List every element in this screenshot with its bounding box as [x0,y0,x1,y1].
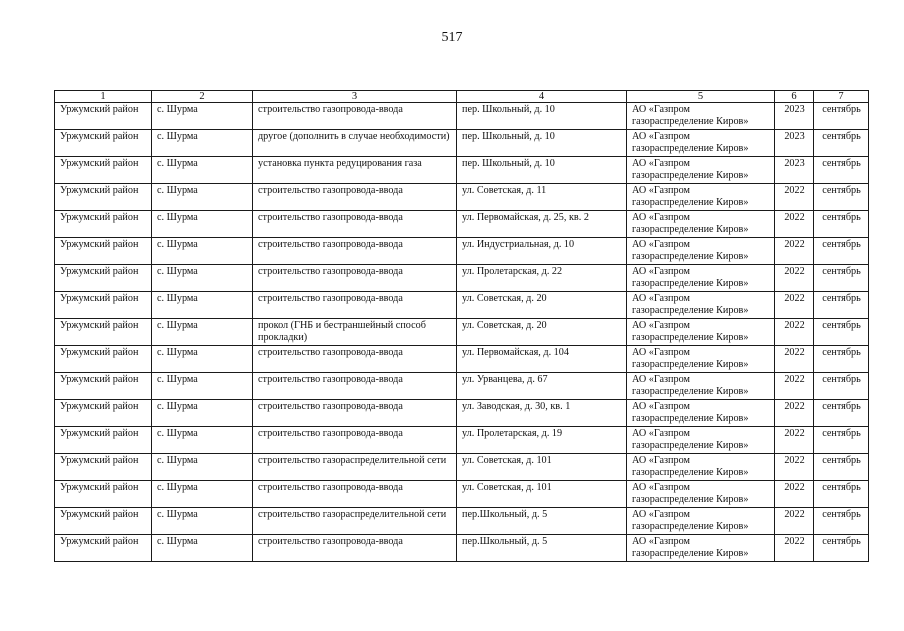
table-row [55,319,869,346]
table-row [55,103,869,130]
work-type-cell: строительство газопровода-ввода [253,184,457,211]
district-cell: Уржумский район [55,319,152,346]
organization-cell: АО «Газпром газораспределение Киров» [627,454,775,481]
year-cell: 2022 [775,427,814,454]
table-row [55,481,869,508]
work-type-cell: установка пункта редуцирования газа [253,157,457,184]
settlement-cell: с. Шурма [152,265,253,292]
address-cell: ул. Советская, д. 101 [457,454,627,481]
month-cell: сентябрь [814,292,869,319]
settlement-cell: с. Шурма [152,103,253,130]
work-type-cell: строительство газораспределительной сети [253,508,457,535]
work-type-cell: строительство газопровода-ввода [253,211,457,238]
year-cell: 2022 [775,481,814,508]
table-row [55,508,869,535]
settlement-cell: с. Шурма [152,211,253,238]
month-cell: сентябрь [814,238,869,265]
table-row [55,184,869,211]
year-cell: 2023 [775,103,814,130]
address-cell: ул. Советская, д. 20 [457,319,627,346]
address-cell: ул. Первомайская, д. 104 [457,346,627,373]
month-cell: сентябрь [814,157,869,184]
table-row [55,427,869,454]
year-cell: 2022 [775,292,814,319]
district-cell: Уржумский район [55,211,152,238]
month-cell: сентябрь [814,373,869,400]
district-cell: Уржумский район [55,454,152,481]
organization-cell: АО «Газпром газораспределение Киров» [627,508,775,535]
table-row [55,346,869,373]
column-header: 5 [627,91,775,103]
settlement-cell: с. Шурма [152,184,253,211]
address-cell: ул. Первомайская, д. 25, кв. 2 [457,211,627,238]
work-type-cell: строительство газопровода-ввода [253,346,457,373]
work-type-cell: другое (дополнить в случае необходимости) [253,130,457,157]
table-row [55,292,869,319]
column-header: 7 [814,91,869,103]
address-cell: ул. Пролетарская, д. 22 [457,265,627,292]
address-cell: ул. Советская, д. 101 [457,481,627,508]
district-cell: Уржумский район [55,427,152,454]
work-type-cell: строительство газопровода-ввода [253,427,457,454]
district-cell: Уржумский район [55,265,152,292]
organization-cell: АО «Газпром газораспределение Киров» [627,481,775,508]
address-cell: пер. Школьный, д. 10 [457,103,627,130]
month-cell: сентябрь [814,130,869,157]
settlement-cell: с. Шурма [152,400,253,427]
work-type-cell: строительство газораспределительной сети [253,454,457,481]
month-cell: сентябрь [814,508,869,535]
address-cell: пер.Школьный, д. 5 [457,508,627,535]
district-cell: Уржумский район [55,130,152,157]
year-cell: 2022 [775,535,814,562]
table-row [55,535,869,562]
address-cell: ул. Советская, д. 11 [457,184,627,211]
settlement-cell: с. Шурма [152,535,253,562]
year-cell: 2022 [775,211,814,238]
district-cell: Уржумский район [55,184,152,211]
settlement-cell: с. Шурма [152,346,253,373]
district-cell: Уржумский район [55,157,152,184]
address-cell: пер.Школьный, д. 5 [457,535,627,562]
organization-cell: АО «Газпром газораспределение Киров» [627,130,775,157]
address-cell: ул. Советская, д. 20 [457,292,627,319]
year-cell: 2022 [775,400,814,427]
table-row [55,265,869,292]
table-row [55,211,869,238]
work-type-cell: прокол (ГНБ и бестраншейный способ прокладки) [253,319,457,346]
month-cell: сентябрь [814,211,869,238]
data-table [54,90,869,562]
settlement-cell: с. Шурма [152,319,253,346]
settlement-cell: с. Шурма [152,238,253,265]
page-number: 517 [441,30,463,45]
work-type-cell: строительство газопровода-ввода [253,238,457,265]
settlement-cell: с. Шурма [152,130,253,157]
work-type-cell: строительство газопровода-ввода [253,292,457,319]
organization-cell: АО «Газпром газораспределение Киров» [627,103,775,130]
district-cell: Уржумский район [55,103,152,130]
address-cell: ул. Пролетарская, д. 19 [457,427,627,454]
settlement-cell: с. Шурма [152,157,253,184]
address-cell: пер. Школьный, д. 10 [457,157,627,184]
organization-cell: АО «Газпром газораспределение Киров» [627,400,775,427]
table-body [55,91,869,562]
district-cell: Уржумский район [55,400,152,427]
address-cell: ул. Урванцева, д. 67 [457,373,627,400]
organization-cell: АО «Газпром газораспределение Киров» [627,535,775,562]
organization-cell: АО «Газпром газораспределение Киров» [627,427,775,454]
year-cell: 2022 [775,238,814,265]
work-type-cell: строительство газопровода-ввода [253,481,457,508]
district-cell: Уржумский район [55,508,152,535]
work-type-cell: строительство газопровода-ввода [253,103,457,130]
table-header-row [55,91,869,103]
organization-cell: АО «Газпром газораспределение Киров» [627,211,775,238]
table-row [55,373,869,400]
district-cell: Уржумский район [55,292,152,319]
organization-cell: АО «Газпром газораспределение Киров» [627,184,775,211]
year-cell: 2022 [775,184,814,211]
organization-cell: АО «Газпром газораспределение Киров» [627,346,775,373]
organization-cell: АО «Газпром газораспределение Киров» [627,373,775,400]
organization-cell: АО «Газпром газораспределение Киров» [627,157,775,184]
year-cell: 2022 [775,454,814,481]
settlement-cell: с. Шурма [152,454,253,481]
column-header: 3 [253,91,457,103]
month-cell: сентябрь [814,184,869,211]
table-row [55,454,869,481]
month-cell: сентябрь [814,454,869,481]
year-cell: 2023 [775,130,814,157]
month-cell: сентябрь [814,535,869,562]
year-cell: 2023 [775,157,814,184]
address-cell: ул. Заводская, д. 30, кв. 1 [457,400,627,427]
table-row [55,400,869,427]
work-type-cell: строительство газопровода-ввода [253,535,457,562]
month-cell: сентябрь [814,400,869,427]
settlement-cell: с. Шурма [152,292,253,319]
year-cell: 2022 [775,508,814,535]
column-header: 6 [775,91,814,103]
year-cell: 2022 [775,346,814,373]
month-cell: сентябрь [814,103,869,130]
district-cell: Уржумский район [55,535,152,562]
column-header: 4 [457,91,627,103]
organization-cell: АО «Газпром газораспределение Киров» [627,265,775,292]
address-cell: пер. Школьный, д. 10 [457,130,627,157]
district-cell: Уржумский район [55,373,152,400]
settlement-cell: с. Шурма [152,508,253,535]
table-row [55,130,869,157]
table-row [55,157,869,184]
month-cell: сентябрь [814,427,869,454]
organization-cell: АО «Газпром газораспределение Киров» [627,319,775,346]
settlement-cell: с. Шурма [152,427,253,454]
settlement-cell: с. Шурма [152,373,253,400]
organization-cell: АО «Газпром газораспределение Киров» [627,292,775,319]
month-cell: сентябрь [814,481,869,508]
year-cell: 2022 [775,265,814,292]
address-cell: ул. Индустриальная, д. 10 [457,238,627,265]
district-cell: Уржумский район [55,481,152,508]
month-cell: сентябрь [814,346,869,373]
year-cell: 2022 [775,373,814,400]
work-type-cell: строительство газопровода-ввода [253,265,457,292]
settlement-cell: с. Шурма [152,481,253,508]
district-cell: Уржумский район [55,346,152,373]
work-type-cell: строительство газопровода-ввода [253,400,457,427]
table-row [55,238,869,265]
organization-cell: АО «Газпром газораспределение Киров» [627,238,775,265]
work-type-cell: строительство газопровода-ввода [253,373,457,400]
year-cell: 2022 [775,319,814,346]
month-cell: сентябрь [814,319,869,346]
month-cell: сентябрь [814,265,869,292]
column-header: 2 [152,91,253,103]
column-header: 1 [55,91,152,103]
district-cell: Уржумский район [55,238,152,265]
